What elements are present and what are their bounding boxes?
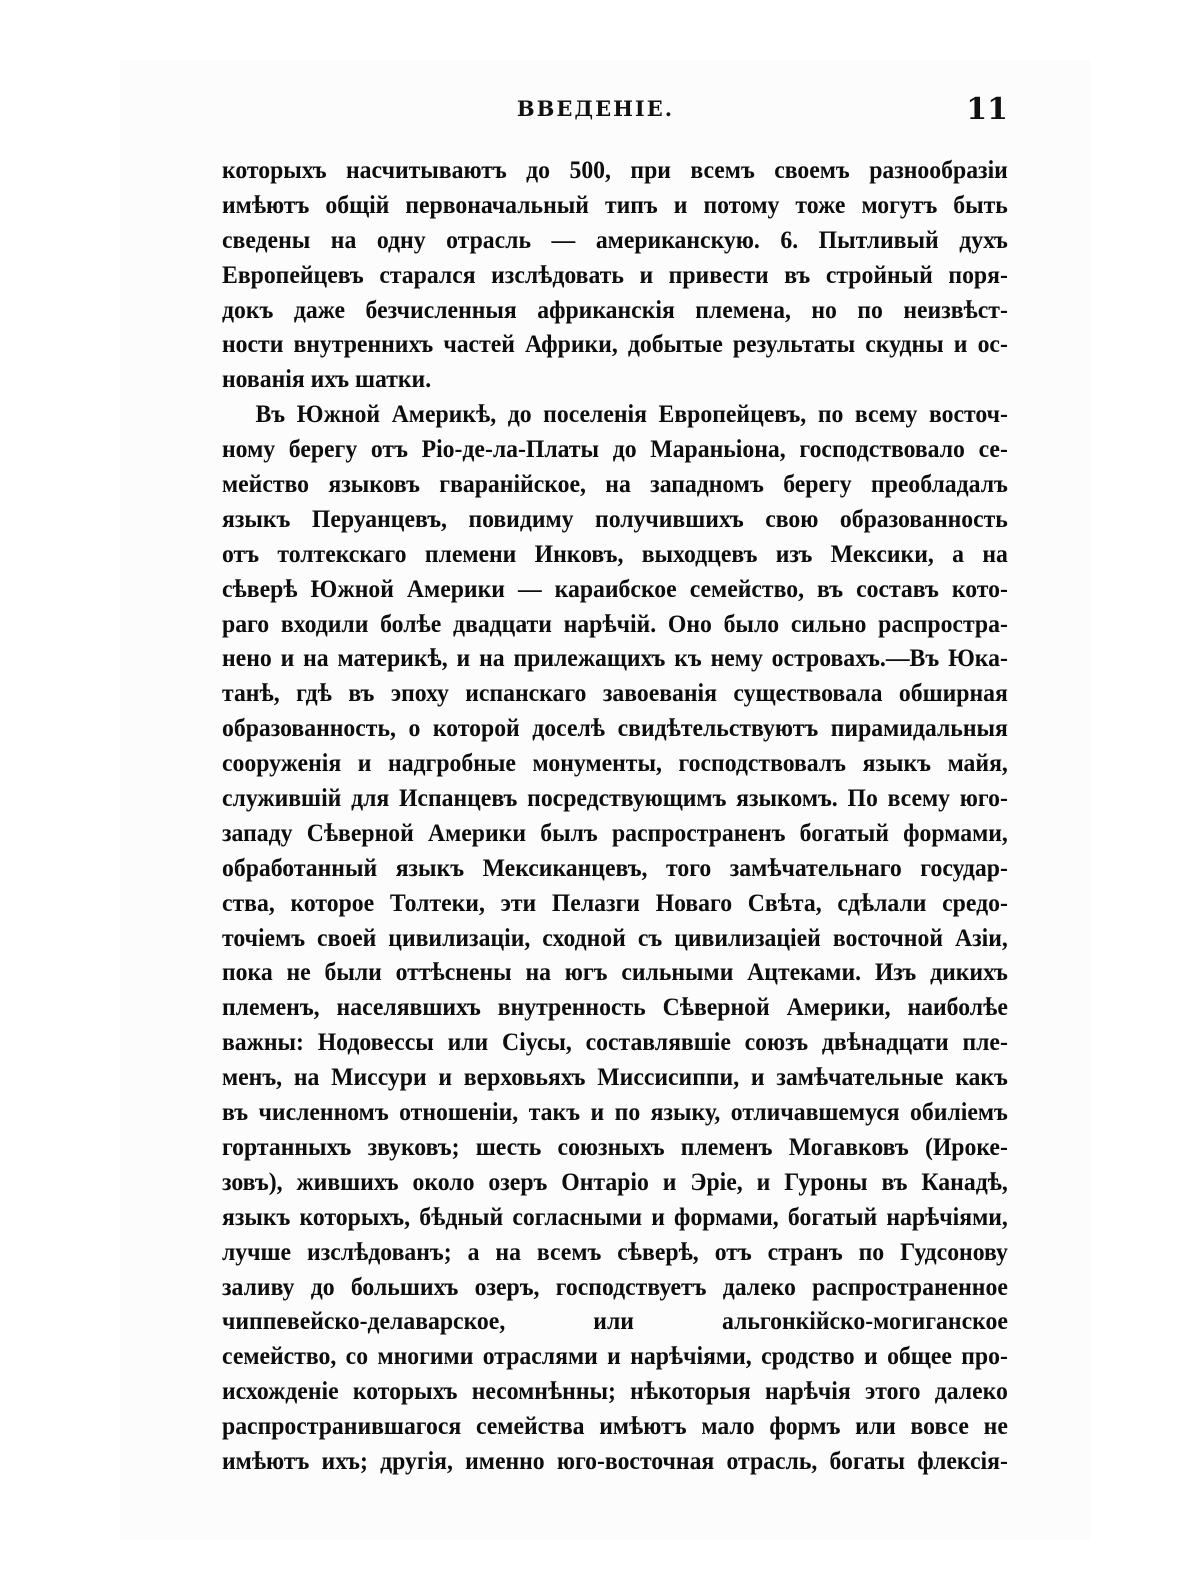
- text-line: нованія ихъ шатки.: [222, 364, 432, 394]
- text-line: распространившагося семейства имѣютъ мало формъ или вовсе не: [222, 1411, 1008, 1441]
- text-line: имѣютъ ихъ; другія, именно юго-восточная отрасль, богаты флексія-: [222, 1445, 1008, 1475]
- text-line: имѣютъ общій первоначальный типъ и потому тоже могутъ быть: [222, 189, 1008, 219]
- text-line: языкъ Перуанцевъ, повидиму получившихъ свою образованность: [222, 503, 1008, 533]
- text-line: гортанныхъ звуковъ; шесть союзныхъ племенъ Могавковъ (Ироке-: [222, 1131, 1008, 1161]
- text-line: точіемъ своей цивилизаціи, сходной съ цивилизаціей восточной Азіи,: [222, 922, 1008, 952]
- text-line: языкъ которыхъ, бѣдный согласными и формами, богатый нарѣчіями,: [222, 1201, 1008, 1231]
- text-line: исхожденіе которыхъ несомнѣнны; нѣкоторыя нарѣчія этого далеко: [222, 1376, 1008, 1406]
- body-text: [222, 153, 1008, 1479]
- text-line: зовъ), жившихъ около озеръ Онтаріо и Эріе, и Гуроны въ Канадѣ,: [222, 1166, 1008, 1196]
- page-number: 11: [966, 92, 1008, 127]
- text-line: докъ даже безчисленныя африканскія племена, но по неизвѣст-: [222, 294, 1008, 324]
- text-line: пока не были оттѣснены на югъ сильными Ацтеками. Изъ дикихъ: [222, 957, 1008, 987]
- text-line: ства, которое Толтеки, эти Пелазги Новаго Свѣта, сдѣлали средо-: [222, 887, 1008, 917]
- text-line: образованность, о которой доселѣ свидѣтельствуютъ пирамидальныя: [222, 713, 1008, 743]
- text-line: сведены на одну отрасль — американскую. 6. Пытливый духъ: [222, 224, 1008, 254]
- text-line: западу Сѣверной Америки былъ распространенъ богатый формами,: [222, 817, 1008, 847]
- running-title: ВВЕДЕНІЕ.: [516, 96, 675, 121]
- text-line: важны: Нодовессы или Сіусы, составлявшіе союзъ двѣнадцати пле-: [222, 1027, 1008, 1057]
- text-line: племенъ, населявшихъ внутренность Сѣверной Америки, наиболѣе: [222, 992, 1008, 1022]
- text-line: танѣ, гдѣ въ эпоху испанскаго завоеванія существовала обширная: [222, 678, 1008, 708]
- text-line: Въ Южной Америкѣ, до поселенія Европейцевъ, по всему восточ-: [255, 399, 1008, 429]
- text-line: лучше изслѣдованъ; а на всемъ сѣверѣ, отъ странъ по Гудсонову: [222, 1236, 1008, 1266]
- text-line: заливу до большихъ озеръ, господствуетъ далеко распространенное: [222, 1271, 1008, 1301]
- text-line: ному берегу отъ Ріо-де-ла-Платы до Мараньіона, господствовало се-: [222, 434, 1008, 464]
- text-line: семейство, со многими отраслями и нарѣчіями, сродство и общее про-: [222, 1341, 1008, 1371]
- text-line: обработанный языкъ Мексиканцевъ, того замѣчательнаго государ-: [222, 852, 1008, 882]
- text-line: ности внутреннихъ частей Африки, добытые результаты скудны и ос-: [222, 329, 1008, 359]
- text-line: въ численномъ отношеніи, такъ и по языку, отличавшемуся обиліемъ: [222, 1097, 1008, 1127]
- running-head: [0, 92, 1191, 132]
- text-line: сѣверѣ Южной Америки — караибское семейство, въ составъ кото-: [222, 573, 1008, 603]
- text-line: которыхъ насчитываютъ до 500, при всемъ своемъ разнообразіи: [222, 155, 1008, 184]
- text-line: Европейцевъ старался изслѣдовать и привести въ стройный поря-: [222, 259, 1008, 289]
- text-line: чиппевейско-делаварское, или альгонкійско-могиганское: [222, 1306, 1008, 1336]
- text-line: раго входили болѣе двадцати нарѣчій. Оно было сильно распростра-: [222, 608, 1008, 638]
- text-line: отъ толтекскаго племени Инковъ, выходцевъ изъ Мексики, а на: [222, 538, 1008, 568]
- text-line: служившій для Испанцевъ посредствующимъ языкомъ. По всему юго-: [222, 783, 1008, 813]
- text-line: менъ, на Миссури и верховьяхъ Миссисиппи, и замѣчательные какъ: [222, 1062, 1008, 1092]
- text-line: сооруженія и надгробные монументы, господствовалъ языкъ майя,: [222, 748, 1008, 778]
- text-line: нено и на материкѣ, и на прилежащихъ къ нему островахъ.—Въ Юка-: [222, 643, 1008, 673]
- text-line: мейство языковъ гваранійское, на западномъ берегу преобладалъ: [222, 469, 1008, 499]
